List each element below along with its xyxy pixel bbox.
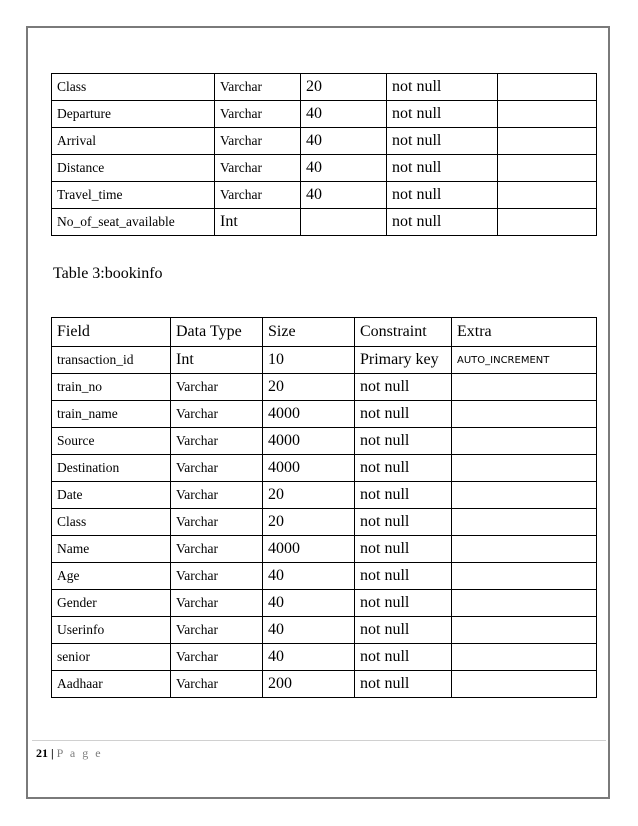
table-row: [52, 155, 597, 182]
table-cell: Int: [215, 209, 301, 236]
table-cell: Varchar: [171, 455, 263, 482]
table-cell: [452, 509, 597, 536]
table-cell: 10: [263, 347, 355, 374]
table-cell: [498, 101, 597, 128]
table-row: [52, 182, 597, 209]
table-cell: Varchar: [171, 374, 263, 401]
table-cell: train_no: [52, 374, 171, 401]
table-cell: Aadhaar: [52, 671, 171, 698]
table-cell: 40: [263, 590, 355, 617]
table-cell: Varchar: [215, 155, 301, 182]
table-cell: not null: [387, 182, 498, 209]
table-cell: [452, 563, 597, 590]
table-cell: not null: [355, 374, 452, 401]
table-cell: Gender: [52, 590, 171, 617]
table-cell: Varchar: [171, 509, 263, 536]
table-row: [52, 482, 597, 509]
table-cell: not null: [355, 509, 452, 536]
table-cell: Varchar: [215, 182, 301, 209]
table-cell: not null: [355, 428, 452, 455]
table-cell: 40: [301, 101, 387, 128]
table-cell: Varchar: [215, 74, 301, 101]
table-row: [52, 590, 597, 617]
table-row: [52, 74, 597, 101]
table-cell: not null: [355, 563, 452, 590]
table-cell: [452, 590, 597, 617]
table-row: [52, 428, 597, 455]
table-cell: Varchar: [171, 428, 263, 455]
table-row: [52, 374, 597, 401]
table-cell: not null: [355, 536, 452, 563]
table-cell: [498, 128, 597, 155]
table-row: [52, 644, 597, 671]
column-header: Size: [263, 318, 355, 347]
table-caption: Table 3:bookinfo: [53, 265, 163, 282]
table-cell: 40: [301, 128, 387, 155]
table-cell: Destination: [52, 455, 171, 482]
table-cell: Varchar: [171, 482, 263, 509]
table-cell: Departure: [52, 101, 215, 128]
table-row: [52, 101, 597, 128]
table-cell: Varchar: [171, 617, 263, 644]
table-continued: [51, 73, 597, 236]
table-cell: not null: [355, 482, 452, 509]
table-row: [52, 536, 597, 563]
table-cell: Varchar: [171, 401, 263, 428]
table-cell: not null: [355, 590, 452, 617]
table-cell: [452, 482, 597, 509]
table-cell: Primary key: [355, 347, 452, 374]
table-cell: 4000: [263, 428, 355, 455]
table-cell: No_of_seat_available: [52, 209, 215, 236]
table-row: [52, 563, 597, 590]
table-row: [52, 671, 597, 698]
table-cell: [452, 536, 597, 563]
table-cell: not null: [387, 155, 498, 182]
page-number: 21: [36, 746, 48, 760]
table-cell: not null: [387, 128, 498, 155]
table-cell: 4000: [263, 536, 355, 563]
table-cell: Travel_time: [52, 182, 215, 209]
table-cell: [452, 401, 597, 428]
table-cell: Class: [52, 74, 215, 101]
table-cell: not null: [387, 74, 498, 101]
table-cell: Varchar: [171, 671, 263, 698]
column-header: Field: [52, 318, 171, 347]
table-cell: 20: [301, 74, 387, 101]
table-cell: 40: [301, 182, 387, 209]
table-row: [52, 617, 597, 644]
table-cell: [452, 428, 597, 455]
table-cell: 40: [263, 563, 355, 590]
table-cell: [452, 374, 597, 401]
table-header-row: [52, 318, 597, 347]
table-cell: [498, 209, 597, 236]
table-cell: Age: [52, 563, 171, 590]
page-label: P a g e: [56, 746, 103, 760]
table-bookinfo: [51, 317, 597, 698]
table-cell: Varchar: [171, 644, 263, 671]
table-cell: Distance: [52, 155, 215, 182]
table-cell: 4000: [263, 455, 355, 482]
footer-rule: [32, 740, 606, 741]
table-cell: Varchar: [171, 536, 263, 563]
table-cell: Name: [52, 536, 171, 563]
table-row: [52, 401, 597, 428]
table-cell: [452, 617, 597, 644]
table-cell: transaction_id: [52, 347, 171, 374]
column-header: Extra: [452, 318, 597, 347]
table-cell: [452, 671, 597, 698]
column-header: Constraint: [355, 318, 452, 347]
table-cell: train_name: [52, 401, 171, 428]
table-cell: Varchar: [171, 590, 263, 617]
table-cell: Source: [52, 428, 171, 455]
table-cell: Varchar: [171, 563, 263, 590]
table-cell: 200: [263, 671, 355, 698]
table-cell: [452, 455, 597, 482]
table-cell: Date: [52, 482, 171, 509]
table-cell: Varchar: [215, 101, 301, 128]
table-cell: Class: [52, 509, 171, 536]
column-header: Data Type: [171, 318, 263, 347]
table-cell: Int: [171, 347, 263, 374]
table-cell: not null: [387, 209, 498, 236]
table-cell: 20: [263, 374, 355, 401]
table-cell: [301, 209, 387, 236]
footer-separator: |: [48, 746, 57, 760]
table-cell: senior: [52, 644, 171, 671]
table-cell: AUTO_INCREMENT: [452, 347, 597, 374]
table-cell: [498, 155, 597, 182]
table-cell: [452, 644, 597, 671]
table-cell: [498, 182, 597, 209]
table-cell: not null: [355, 455, 452, 482]
table-cell: 40: [301, 155, 387, 182]
table-cell: not null: [355, 401, 452, 428]
table-cell: 20: [263, 482, 355, 509]
table-row: [52, 128, 597, 155]
table-cell: not null: [355, 617, 452, 644]
table-row: [52, 509, 597, 536]
table-cell: Arrival: [52, 128, 215, 155]
page-footer: [36, 746, 103, 761]
table-cell: 20: [263, 509, 355, 536]
table-row: [52, 347, 597, 374]
table-cell: 40: [263, 644, 355, 671]
table-cell: not null: [387, 101, 498, 128]
table-cell: Varchar: [215, 128, 301, 155]
table-row: [52, 455, 597, 482]
table-cell: [498, 74, 597, 101]
table-cell: not null: [355, 671, 452, 698]
table-cell: Userinfo: [52, 617, 171, 644]
table-cell: 40: [263, 617, 355, 644]
table-cell: 4000: [263, 401, 355, 428]
table-cell: not null: [355, 644, 452, 671]
table-row: [52, 209, 597, 236]
